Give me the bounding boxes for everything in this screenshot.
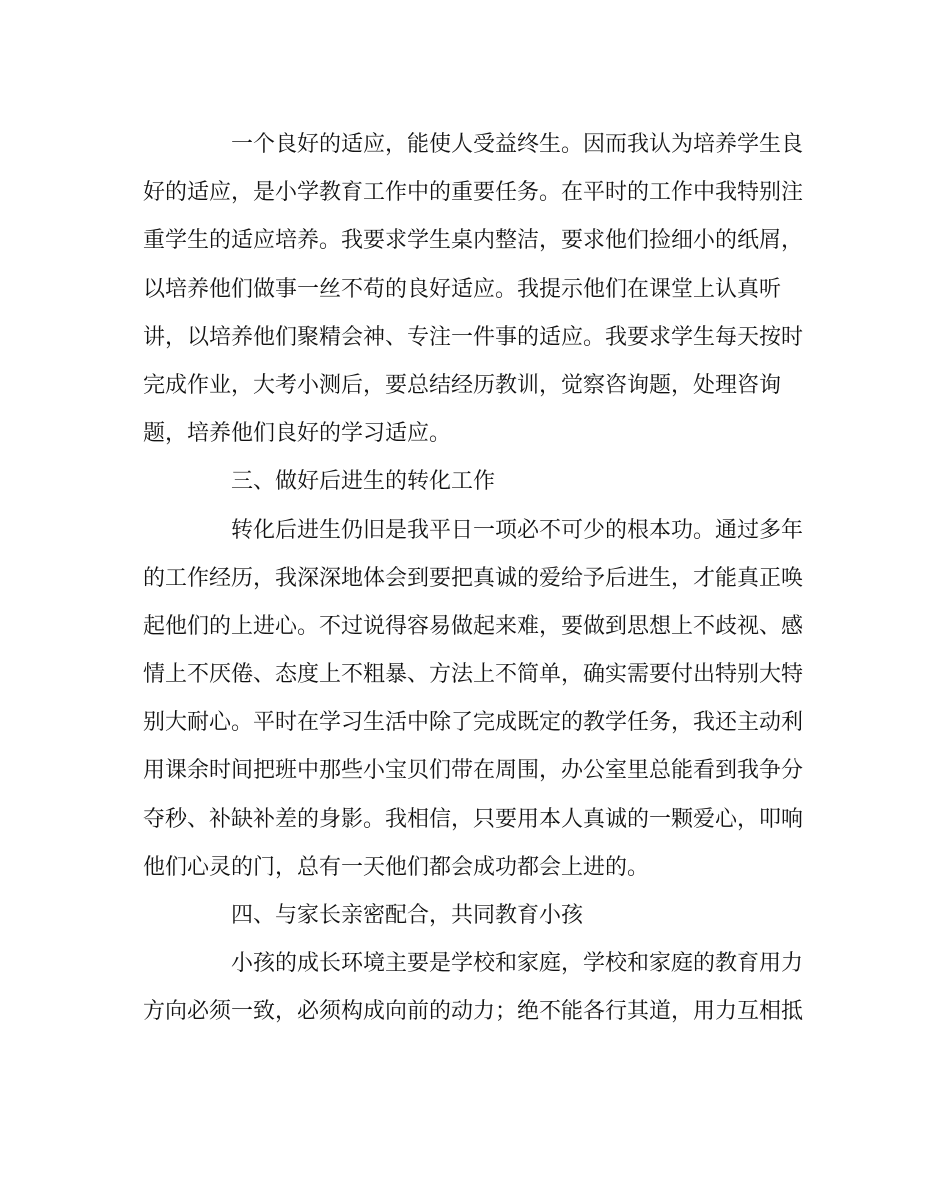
section-heading: 三、做好后进生的转化工作: [231, 469, 496, 495]
text-line: 别大耐心。平时在学习生活中除了完成既定的教学任务，我还主动利: [143, 710, 803, 736]
text-line: 转化后进生仍旧是我平日一项必不可少的根本功。通过多年: [231, 517, 803, 543]
text-line: 题，培养他们良好的学习适应。: [143, 421, 452, 447]
text-line: 夺秒、补缺补差的身影。我相信，只要用本人真诚的一颗爱心，叩响: [143, 806, 803, 832]
section-heading: 四、与家长亲密配合，共同教育小孩: [231, 903, 584, 928]
text-line: 讲，以培养他们聚精会神、专注一件事的适应。我要求学生每天按时: [143, 324, 803, 350]
text-line: 以培养他们做事一丝不苟的良好适应。我提示他们在课堂上认真听: [143, 276, 782, 302]
text-line: 一个良好的适应，能使人受益终生。因而我认为培养学生良: [231, 132, 803, 157]
text-line: 他们心灵的门，总有一天他们都会成功都会上进的。: [143, 854, 650, 880]
text-line: 起他们的上进心。不过说得容易做起来难，要做到思想上不歧视、感: [143, 613, 803, 639]
body-text: [143, 121, 803, 1037]
text-line: 重学生的适应培养。我要求学生桌内整洁，要求他们捡细小的纸屑，: [143, 228, 803, 254]
text-line: 用课余时间把班中那些小宝贝们带在周围，办公室里总能看到我争分: [143, 758, 803, 784]
text-line: 小孩的成长环境主要是学校和家庭，学校和家庭的教育用力: [231, 951, 803, 977]
text-line: 的工作经历，我深深地体会到要把真诚的爱给予后进生，才能真正唤: [143, 565, 803, 591]
text-line: 方向必须一致，必须构成向前的动力；绝不能各行其道，用力互相抵: [143, 999, 803, 1025]
text-line: 完成作业，大考小测后，要总结经历教训，觉察咨询题，处理咨询: [143, 372, 782, 398]
text-line: 情上不厌倦、态度上不粗暴、方法上不简单，确实需要付出特别大特: [143, 662, 803, 688]
text-line: 好的适应，是小学教育工作中的重要任务。在平时的工作中我特别注: [143, 180, 803, 206]
